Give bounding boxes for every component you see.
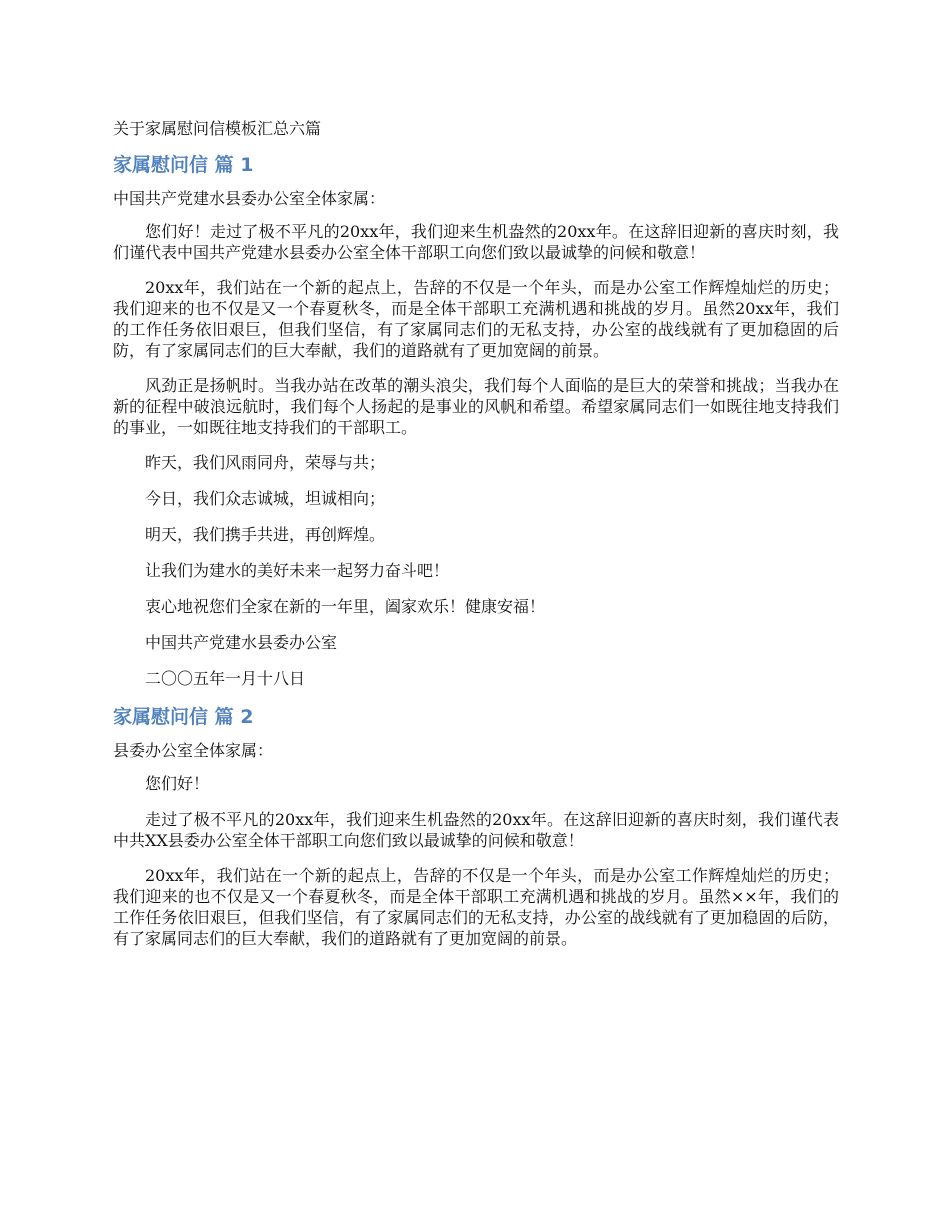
paragraph: 您们好！ bbox=[145, 774, 210, 793]
paragraph: 今日，我们众志诚城，坦诚相向； bbox=[145, 489, 386, 508]
document-title: 关于家属慰问信模板汇总六篇 bbox=[113, 119, 322, 138]
section-1 bbox=[113, 152, 839, 689]
paragraph: 明天，我们携手共进，再创辉煌。 bbox=[145, 525, 386, 544]
salutation: 中国共产党建水县委办公室全体家属： bbox=[113, 189, 386, 208]
paragraph: 衷心地祝您们全家在新的一年里，阖家欢乐！健康安福！ bbox=[145, 597, 546, 616]
section-2 bbox=[113, 704, 839, 949]
paragraph: 让我们为建水的美好未来一起努力奋斗吧！ bbox=[145, 561, 450, 580]
paragraph: 风劲正是扬帆时。当我办站在改革的潮头浪尖，我们每个人面临的是巨大的荣誉和挑战；当我办在新的征程中破浪远航时，我们每个人扬起的是事业的风帆和希望。希望家属同志们一如既往地支持我们的事业，一如既往地支持我们的干部职工。 bbox=[113, 376, 839, 437]
section-heading: 家属慰问信 篇 1 bbox=[113, 154, 254, 176]
section-heading: 家属慰问信 篇 2 bbox=[113, 706, 254, 728]
paragraph: 20xx年，我们站在一个新的起点上，告辞的不仅是一个年头，而是办公室工作辉煌灿烂的历史；我们迎来的也不仅是又一个春夏秋冬，而是全体干部职工充满机遇和挑战的岁月。虽然××年，我们的工作任务依旧艰巨，但我们坚信，有了家属同志们的无私支持，办公室的战线就有了更加稳固的后防，有了家属同志们的巨大奉献，我们的道路就有了更加宽阔的前景。 bbox=[113, 866, 839, 948]
paragraph: 走过了极不平凡的20xx年，我们迎来生机盎然的20xx年。在这辞旧迎新的喜庆时刻，我们谨代表中共XX县委办公室全体干部职工向您们致以最诚挚的问候和敬意！ bbox=[113, 810, 839, 850]
signature-org: 中国共产党建水县委办公室 bbox=[145, 633, 338, 652]
document-page bbox=[113, 118, 839, 963]
signature-date: 二〇〇五年一月十八日 bbox=[145, 669, 306, 688]
paragraph: 昨天，我们风雨同舟，荣辱与共； bbox=[145, 453, 386, 472]
paragraph: 20xx年，我们站在一个新的起点上，告辞的不仅是一个年头，而是办公室工作辉煌灿烂的历史；我们迎来的也不仅是又一个春夏秋冬，而是全体干部职工充满机遇和挑战的岁月。虽然20xx年，我们的工作任务依旧艰巨，但我们坚信，有了家属同志们的无私支持，办公室的战线就有了更加稳固的后防，有了家属同志们的巨大奉献，我们的道路就有了更加宽阔的前景。 bbox=[113, 278, 839, 360]
paragraph: 您们好！走过了极不平凡的20xx年，我们迎来生机盎然的20xx年。在这辞旧迎新的喜庆时刻，我们谨代表中国共产党建水县委办公室全体干部职工向您们致以最诚挚的问候和敬意！ bbox=[113, 222, 839, 262]
salutation: 县委办公室全体家属： bbox=[113, 741, 274, 760]
